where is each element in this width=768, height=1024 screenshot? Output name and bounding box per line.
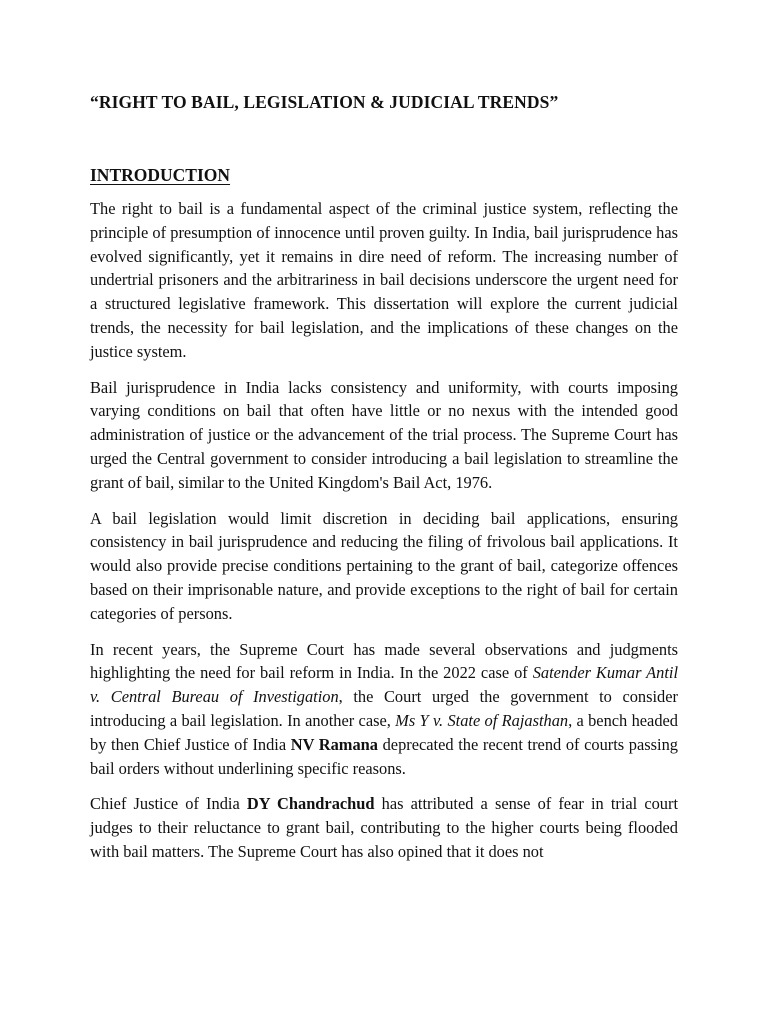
paragraph-2: Bail jurisprudence in India lacks consistency and uniformity, with courts imposing varying conditions on bail that often have little or no nexus with the intended good administration of justice or the advancement of the trial process. The Supreme Court has urged the Central government to consider introducing a bail legislation to streamline the grant of bail, similar to the United Kingdom's Bail Act, 1976. bbox=[90, 377, 678, 492]
paragraph-4 bbox=[90, 638, 678, 781]
paragraph-3: A bail legislation would limit discretion in deciding bail applications, ensuring consistency in bail jurisprudence and reducing the filing of frivolous bail applications. It would also provide precise conditions pertaining to the grant of bail, categorize offences based on their imprisonable nature, and provide exceptions to the right of bail for certain categories of persons. bbox=[90, 508, 678, 623]
section-heading-introduction: INTRODUCTION bbox=[90, 165, 231, 185]
paragraph-4-text-1: In recent years, the Supreme Court has made several observations and judgments highlighting the need for bail reform in India. In the 2022 case of bbox=[90, 639, 678, 683]
paragraph-4-text-3: , a bench headed by then Chief Justice of India bbox=[90, 710, 678, 754]
paragraph-4-text-4: deprecated the recent trend of courts passing bail orders without underlining specific reasons. bbox=[90, 734, 678, 778]
paragraph-5 bbox=[90, 792, 678, 863]
name-dy-chandrachud: DY Chandrachud bbox=[246, 794, 375, 814]
document-page bbox=[90, 92, 678, 876]
name-nv-ramana: NV Ramana bbox=[290, 734, 378, 754]
document-title: “RIGHT TO BAIL, LEGISLATION & JUDICIAL TRENDS” bbox=[90, 92, 559, 112]
case-citation-ms-y: Ms Y v. State of Rajasthan bbox=[395, 710, 569, 730]
paragraph-1: The right to bail is a fundamental aspect of the criminal justice system, reflecting the principle of presumption of innocence until proven guilty. In India, bail jurisprudence has evolved significantly, yet it remains in dire need of reform. The increasing number of undertrial prisoners and the arbitrariness in bail decisions underscore the urgent need for a structured legislative framework. This dissertation will explore the current judicial trends, the necessity for bail legislation, and the implications of these changes on the justice system. bbox=[90, 199, 678, 361]
paragraph-5-text-1: Chief Justice of India bbox=[90, 794, 247, 814]
paragraph-5-text-2: has attributed a sense of fear in trial court judges to their reluctance to grant bail, contributing to the higher courts being flooded with bail matters. The Supreme Court has also opined that it does not bbox=[90, 794, 679, 861]
paragraph-4-text-2: , the Court urged the government to consider introducing a bail legislation. In another case, bbox=[90, 687, 678, 730]
case-citation-satender-kumar-antil: Satender Kumar Antil v. Central Bureau of Investigation bbox=[90, 663, 678, 707]
